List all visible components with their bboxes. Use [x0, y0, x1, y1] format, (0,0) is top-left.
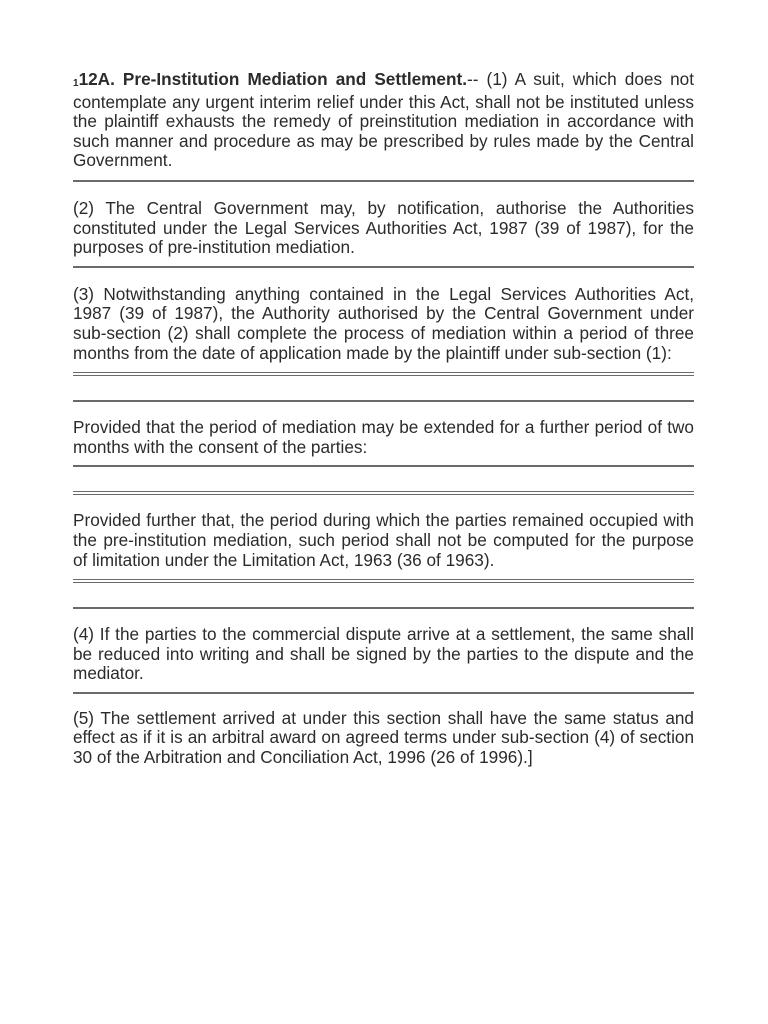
section-heading: 12A. Pre-Institution Mediation and Settlement. [78, 69, 467, 89]
subsection-2: (2) The Central Government may, by notification, authorise the Authorities constituted under the Legal Services Authorities Act, 1987 (39 of 1987), for the purposes of pre-institution mediation. [73, 197, 694, 258]
proviso-1: Provided that the period of mediation may be extended for a further period of two months with the consent of the parties: [73, 417, 694, 457]
double-divider [73, 491, 694, 495]
section-12a [73, 68, 694, 768]
footnote-marker: 1 [73, 78, 79, 89]
subsection-1 [73, 70, 694, 171]
subsection-4: (4) If the parties to the commercial dispute arrive at a settlement, the same shall be reduced into writing and shall be signed by the parties to the dispute and the mediator. [73, 624, 694, 684]
divider [73, 400, 694, 402]
divider [73, 465, 694, 467]
subsection-3: (3) Notwithstanding anything contained in the Legal Services Authorities Act, 1987 (39 of 1987), the Authority authorised by the Central Government under sub-section (2) shall complete the process of mediation within a period of three months from the date of application made by the plaintiff under sub-section (1): [73, 283, 694, 363]
double-divider [73, 579, 694, 583]
subsection-1-text: -- (1) A suit, which does not contemplate any urgent interim relief under this Act, shall not be instituted unless the plaintiff exhausts the remedy of preinstitution mediation in accordance with such manner and procedure as may be prescribed by rules made by the Central Government. [73, 69, 694, 171]
divider [73, 180, 694, 182]
proviso-2: Provided further that, the period during which the parties remained occupied with the pre-institution mediation, such period shall not be computed for the purpose of limitation under the Limitation Act, 1963 (36 of 1963). [73, 510, 694, 570]
double-divider [73, 372, 694, 376]
divider [73, 607, 694, 609]
divider [73, 692, 694, 694]
subsection-5: (5) The settlement arrived at under this section shall have the same status and effect as if it is an arbitral award on agreed terms under sub-section (4) of section 30 of the Arbitration and Conciliation Act, 1996 (26 of 1996).] [73, 707, 694, 768]
divider [73, 266, 694, 268]
